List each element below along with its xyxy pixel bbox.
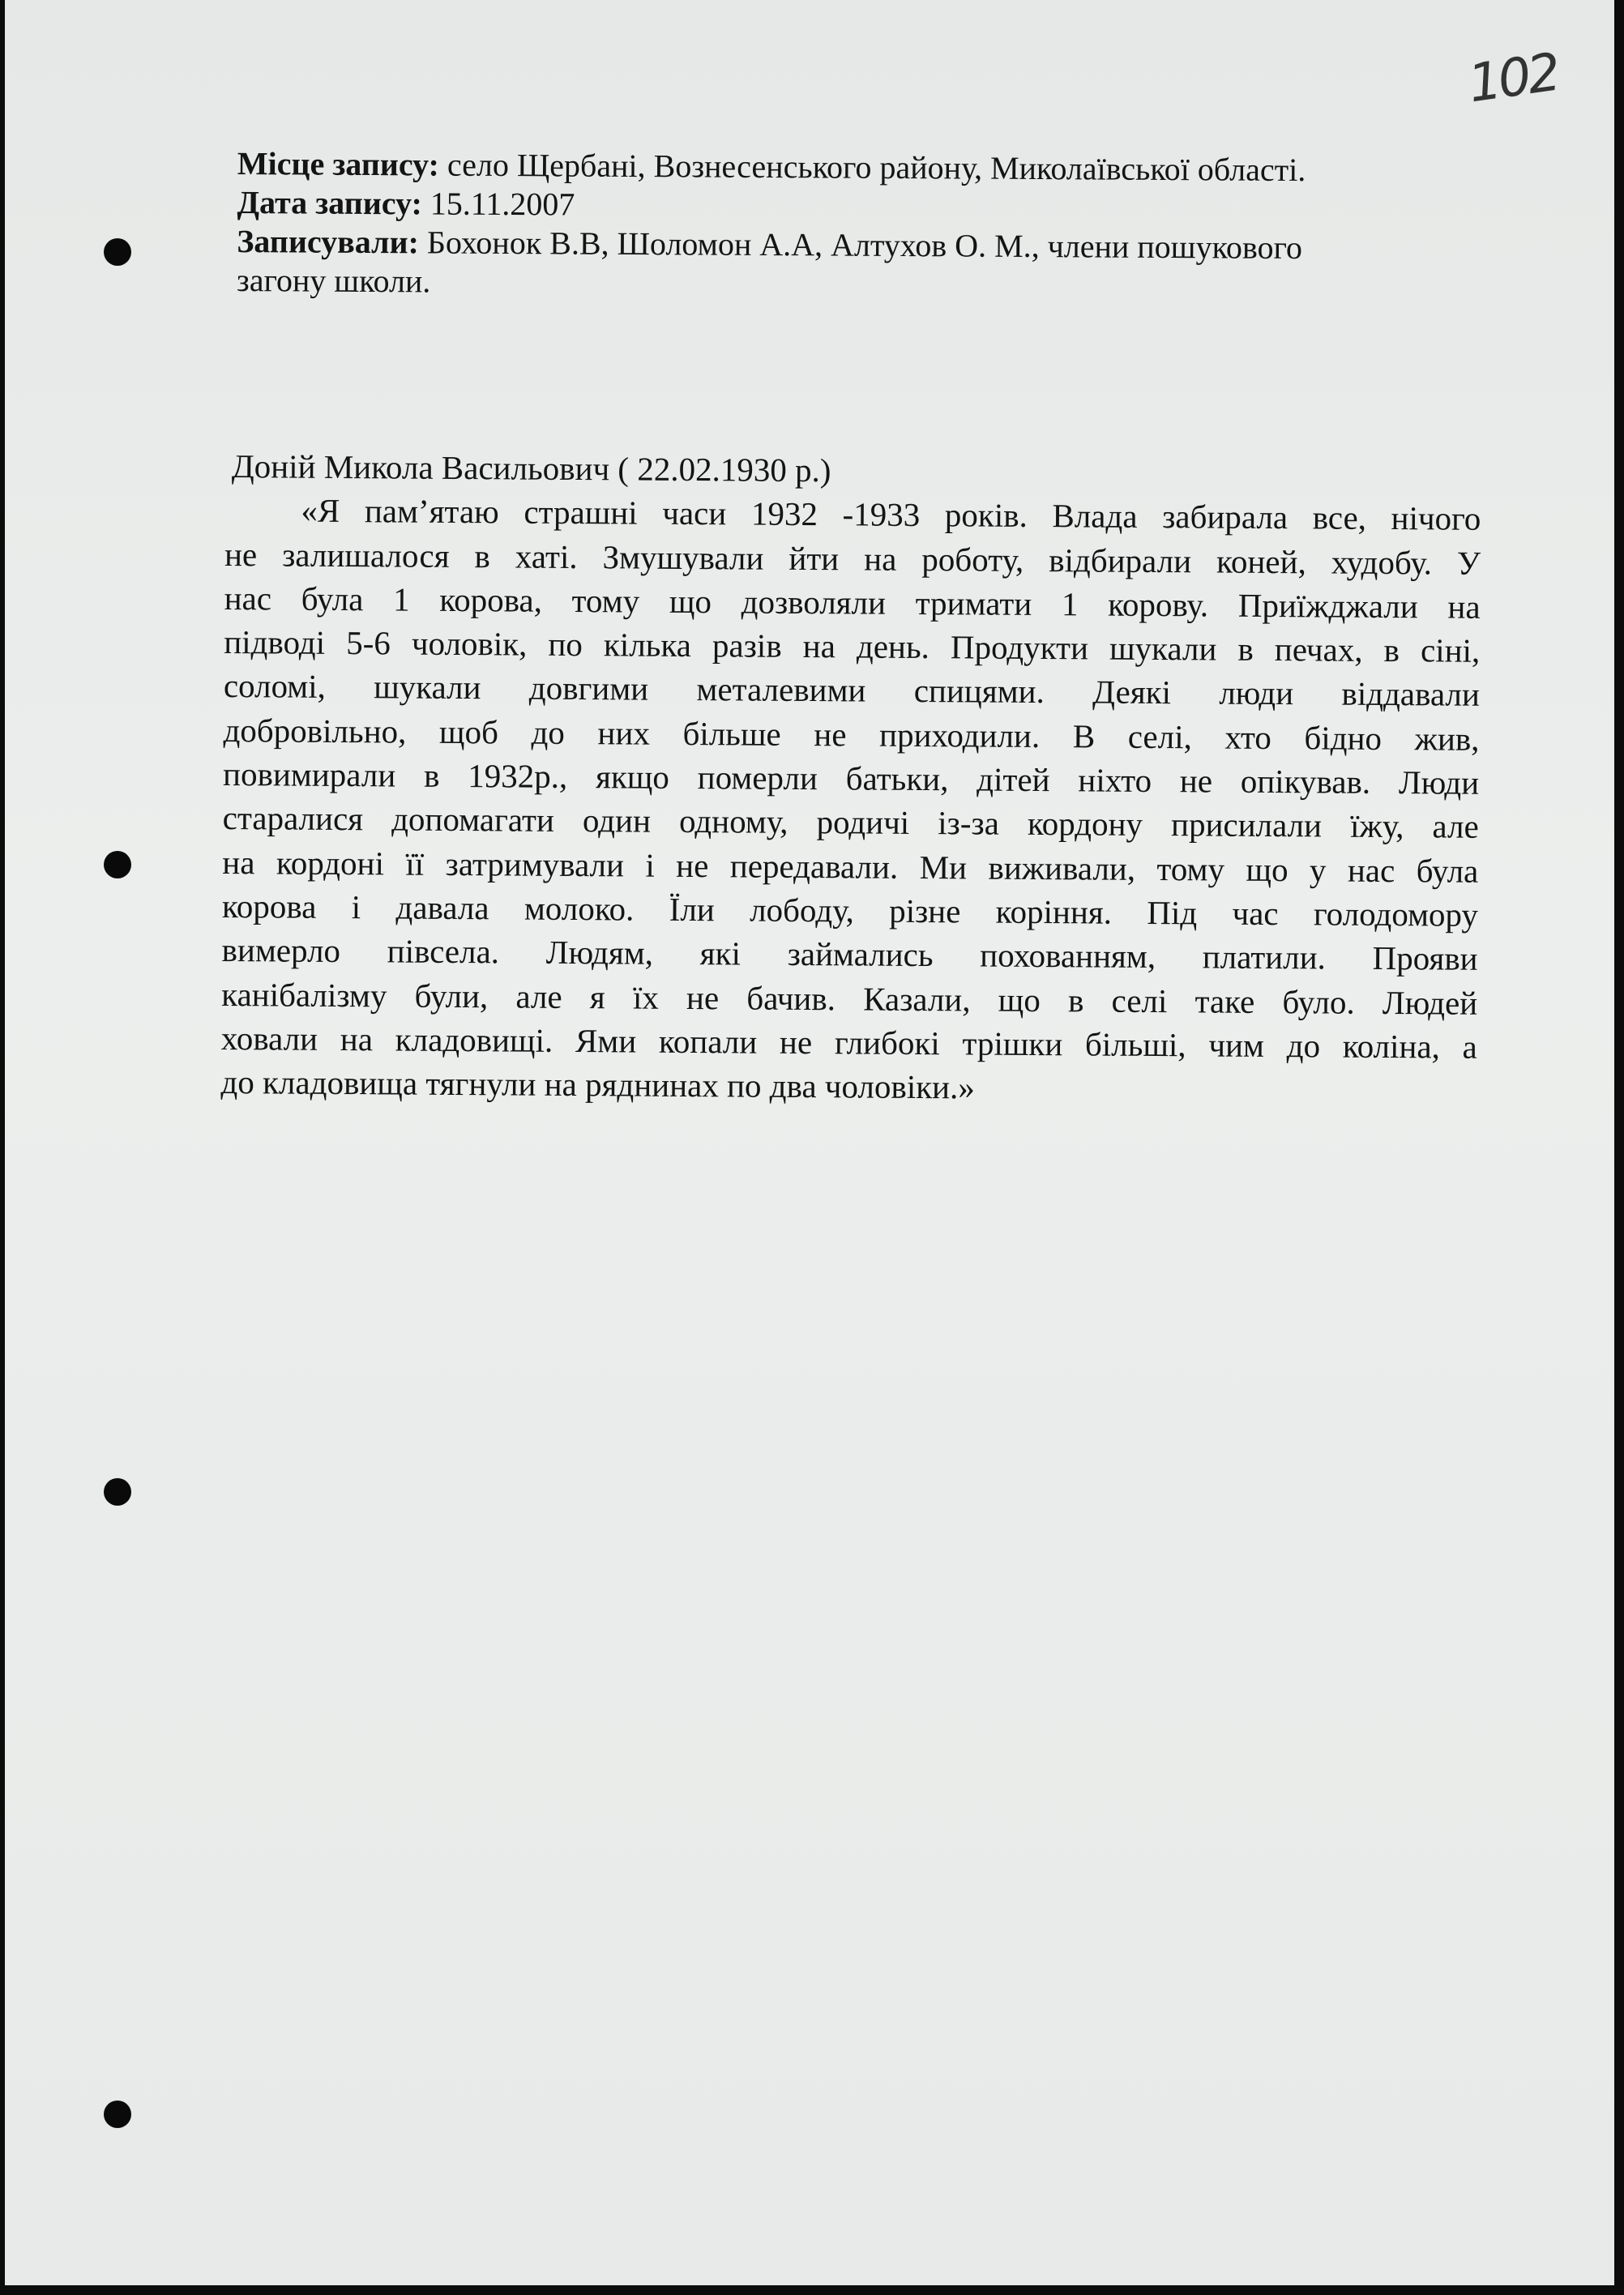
- testimony-line: нас була 1 корова, тому що дозволяли тримати 1 корову. Приїжджали на: [224, 579, 1481, 626]
- testimony-line: не залишалося в хаті. Змушували йти на роботу, відбирали коней, худобу. У: [224, 535, 1481, 582]
- testimony-line: до кладовища тягнули на ряднинах по два чоловіки.»: [220, 1063, 975, 1106]
- testimony: [220, 444, 1481, 1113]
- handwritten-page-number: 102: [1464, 42, 1562, 115]
- testimony-line: підводі 5-6 чоловік, по кілька разів на день. Продукти шукали в печах, в сіні,: [224, 623, 1481, 670]
- document-page: [5, 0, 1614, 2285]
- testimony-line: соломі, шукали довгими металевими спицями. Деякі люди віддавали: [223, 667, 1481, 714]
- interviewee-name: Доній Микола Васильович ( 22.02.1930 р.): [231, 447, 831, 489]
- testimony-line: ховали на кладовищі. Ями копали не глибокі трішки більші, чим до коліна, а: [220, 1019, 1478, 1066]
- punch-hole: [104, 851, 131, 878]
- recorders-row-cont: загону школи.: [236, 261, 431, 300]
- date-value: 15.11.2007: [430, 185, 575, 223]
- testimony-line: на кордоні її затримували і не передавали. Ми виживали, тому що у нас була: [222, 843, 1479, 890]
- record-header: [237, 144, 1502, 308]
- date-label: Дата запису:: [237, 183, 422, 222]
- testimony-line: канібалізму були, але я їх не бачив. Казали, що в селі таке було. Людей: [221, 975, 1478, 1022]
- testimony-line: вимерло півсела. Людям, які займались похованням, платили. Прояви: [221, 931, 1478, 978]
- punch-hole: [104, 2101, 131, 2128]
- testimony-line: добровільно, щоб до них більше не приходили. В селі, хто бідно жив,: [223, 711, 1480, 758]
- place-label: Місце запису:: [237, 144, 440, 183]
- recorders-label: Записували:: [237, 222, 420, 261]
- punch-hole: [104, 238, 131, 266]
- testimony-line: старалися допомагати один одному, родичі із-за кордону присилали їжу, але: [222, 799, 1479, 846]
- testimony-line: корова і давала молоко. Їли лободу, різне коріння. Під час голодомору: [221, 887, 1479, 934]
- testimony-line: «Я пам’ятаю страшні часи 1932 -1933 років. Влада забирала все, нічого: [301, 491, 1481, 538]
- place-value: село Щербані, Вознесенського району, Миколаївської області.: [447, 146, 1306, 189]
- recorders-value: Бохонок В.В, Шоломон А.А, Алтухов О. М., члени пошукового: [426, 224, 1303, 267]
- testimony-line: повимирали в 1932р., якщо померли батьки, дітей ніхто не опікував. Люди: [222, 755, 1480, 801]
- punch-hole: [104, 1478, 131, 1506]
